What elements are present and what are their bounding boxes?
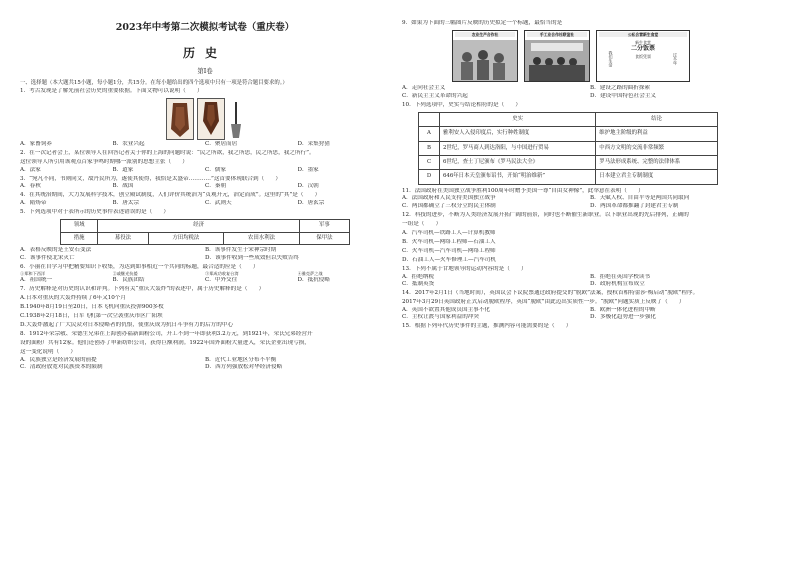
fact-conclusion-table bbox=[418, 112, 718, 184]
option[interactable]: B.1940年8月19日至20日，日本飞机向重庆投弹900多枚 bbox=[20, 303, 164, 310]
question-13: 13．下列不属于甘地领导的运动内容的是（ ） bbox=[402, 266, 527, 273]
question-14-line: 14．2017年2月1日（当地时间），英国议会下议院票通过政府提交的“脱欧”法案，授权首相特蕾莎·梅启动“脱欧”程序。 bbox=[402, 290, 699, 297]
option[interactable]: A．英国不欲置其他成员国主事不化 bbox=[402, 306, 490, 313]
option[interactable]: B．近代工业地区分布不平衡 bbox=[205, 356, 277, 363]
option[interactable]: C．聚居而居 bbox=[205, 140, 238, 147]
row-label: B bbox=[419, 141, 440, 155]
option[interactable]: C．两国都确立了三权分立的民主体制 bbox=[402, 202, 496, 209]
question-2-options bbox=[20, 167, 390, 175]
bone-plough-image bbox=[166, 98, 194, 140]
option[interactable]: B．该事件发生于宋神宗时期 bbox=[205, 247, 277, 253]
table-header: 经济 bbox=[98, 220, 299, 232]
option[interactable]: B．天赋人权、自由平等是两国共同取向 bbox=[590, 195, 690, 202]
stone-tool-image bbox=[228, 100, 244, 140]
question-8-line: 这一变化说明（ ） bbox=[20, 349, 76, 356]
event-item: ①郑和下西洋 bbox=[20, 271, 46, 277]
table-cell: 方田均税法 bbox=[148, 232, 224, 244]
option[interactable]: C．中外交往 bbox=[205, 276, 238, 283]
relic-images bbox=[20, 98, 390, 140]
question-5: 5．下列选项中对于表所示的历史事件表述错误的是（ ） bbox=[20, 208, 169, 215]
question-14-options bbox=[402, 307, 778, 322]
ticket-footer: 食饭凭票 bbox=[635, 53, 651, 59]
option[interactable]: A．汽车司机—铁路工人—计算机教师 bbox=[402, 229, 496, 236]
table-row bbox=[419, 127, 718, 141]
table-cell: 募役法 bbox=[98, 232, 148, 244]
row-label: C bbox=[419, 156, 440, 170]
question-8-line: 设的面粉厂共有12家。他们还创办了申新纺织公司，获得巨额利润。1922年国外面粉大量进入，荣氏企业出现亏损， bbox=[20, 340, 310, 347]
question-2-line: 2．在一次记者会上，某位领导人在回答记者关于你的上海的问题时说：“民之所欲，我之所思，民之所思，我之所行”。 bbox=[20, 150, 315, 157]
option[interactable]: D．建设中国特色社会主义 bbox=[590, 92, 657, 99]
option[interactable]: D.大轰炸激起了广大民众对日本侵略者的仇恨，使重庆成为抗日斗争有力的后方的中心 bbox=[20, 322, 234, 329]
option[interactable]: A．法国政府和人民支持美国独立战争 bbox=[402, 195, 496, 202]
option[interactable]: B．建设之路的曲折探索 bbox=[590, 85, 651, 92]
ticket-side-text: 我们生活 bbox=[608, 51, 614, 68]
question-10: 10．下列选项中，史实与结论相符的是（ ） bbox=[402, 101, 521, 108]
option[interactable]: A．隋炀帝 bbox=[20, 199, 47, 206]
meal-ticket-body bbox=[600, 40, 686, 78]
option[interactable]: B．农业兴起 bbox=[112, 140, 145, 147]
option[interactable]: D．墨家 bbox=[297, 166, 319, 173]
figure-caption: 农业生产合作社 bbox=[455, 32, 515, 37]
question-3-options bbox=[20, 183, 390, 191]
ticket-side-text: 过多年 bbox=[672, 53, 678, 66]
option[interactable]: D．该事件收到一些成效但以失败告终 bbox=[205, 254, 299, 261]
event-item: ②戚继光抗倭 bbox=[112, 271, 138, 277]
ticket-center bbox=[622, 40, 665, 78]
parade-photo-image bbox=[525, 31, 589, 81]
option[interactable]: D．政府机构宣布成立 bbox=[590, 281, 645, 288]
option[interactable]: A．拒绝纳税 bbox=[402, 273, 435, 280]
question-12-line: 12．科技的进步，不断为人类经济发展开拓广阔的前景，同时也不断催生新职业。以下职业出现的先后排列，正确的 bbox=[402, 211, 689, 218]
option[interactable]: A．春秋 bbox=[20, 183, 41, 190]
option[interactable]: B．火车司机—网络工程师—石油工人 bbox=[402, 238, 496, 245]
question-15: 15．根据下列年代历史事件的主题，推测内容可能需要的是（ ） bbox=[402, 323, 572, 330]
option[interactable]: C．主权让渡与国家利益的冲突 bbox=[402, 314, 479, 321]
option[interactable]: D．西方列强放松对华经济侵略 bbox=[205, 364, 283, 371]
figure-caption: 手工业合作社联谊社 bbox=[527, 32, 587, 37]
row-label: A bbox=[419, 127, 440, 141]
option[interactable]: A．法家 bbox=[20, 166, 41, 173]
option[interactable]: C.1938年2月18日，日军飞机第一次空袭重庆市区广阳坝 bbox=[20, 313, 163, 319]
question-13-options bbox=[402, 274, 778, 289]
option[interactable]: D．多极化趋势进一步强化 bbox=[590, 314, 657, 321]
question-3: 3．“宛凡不同，书则同文，故丹民所为，遂使其使得，我恰是太盛帝…………”这首要体现联合到（ ） bbox=[20, 175, 281, 182]
question-12-line: 一组是（ ） bbox=[402, 220, 442, 227]
question-4-options bbox=[20, 200, 390, 208]
reform-table bbox=[60, 219, 350, 245]
option[interactable]: B．战国 bbox=[112, 183, 134, 190]
table-cell: 2世纪，罗马商人到达洛阳，与中国进行贸易 bbox=[440, 141, 596, 155]
table-header bbox=[419, 113, 440, 127]
table-cell: 保甲法 bbox=[299, 232, 349, 244]
option[interactable]: A．民族独立是经济发展的前提 bbox=[20, 356, 97, 363]
option[interactable]: C．儒家 bbox=[205, 166, 227, 173]
event-item: ④雅克萨之战 bbox=[297, 271, 323, 277]
left-column bbox=[20, 18, 390, 372]
table-row bbox=[419, 141, 718, 155]
option[interactable]: D．石油工人—火车修理工—汽车司机 bbox=[402, 257, 496, 264]
meal-ticket-image bbox=[596, 30, 690, 82]
option[interactable]: A．祖国统一 bbox=[20, 276, 53, 283]
option[interactable]: B．拒绝在英国学校读书 bbox=[590, 273, 651, 280]
handicraft-coop-photo bbox=[524, 30, 590, 82]
table-cell: 中西方文明的交流非常频繁 bbox=[596, 141, 718, 155]
table-cell: 6世纪，查士丁尼颁布《罗马民法大全》 bbox=[440, 156, 596, 170]
bone-tool-image bbox=[197, 98, 225, 140]
exam-title: 2023年中考第二次模拟考试卷（重庆卷） bbox=[115, 22, 295, 33]
option[interactable]: A.日本对重庆的大轰炸持续了6年又10个月 bbox=[20, 294, 126, 301]
question-6-options bbox=[20, 277, 390, 285]
option[interactable]: D．抵抗侵略 bbox=[297, 276, 330, 283]
table-row bbox=[419, 170, 718, 184]
option[interactable]: B．唐太宗 bbox=[112, 199, 139, 206]
table-header: 军事 bbox=[299, 220, 349, 232]
table-cell: 措施 bbox=[61, 232, 98, 244]
table-cell: 646年日本天皇颁布诏书，开始“明治维新” bbox=[440, 170, 596, 184]
option[interactable]: C．抵制英货 bbox=[402, 281, 435, 288]
table-header: 史实 bbox=[440, 113, 596, 127]
right-column bbox=[402, 18, 778, 331]
table-header: 领域 bbox=[61, 220, 98, 232]
question-8-line: 8．1912年荣宗敬、荣德生兄弟在上海创办福新面粉公司，开工不到一年即获利3.2万元，到1921年，荣氏兄弟经营开 bbox=[20, 331, 313, 338]
option[interactable]: B．民族团结 bbox=[112, 276, 145, 283]
question-5-options bbox=[20, 247, 390, 262]
option[interactable]: D．汉朝 bbox=[297, 183, 319, 190]
question-1: 1．考古发现是了解先前社会历史的重要依据。下面文物可以说明（ ） bbox=[20, 88, 203, 95]
question-14-line: 2017年3月29日英国政府正式启动脱欧程序，英国“脱欧”由此迈出实质性一步。“脱欧”问题实质上反映了（ ） bbox=[402, 299, 685, 306]
option[interactable]: C．清政府放宽对民族资本的限制 bbox=[20, 364, 103, 371]
option[interactable]: C．该事件使北宋灭亡 bbox=[20, 254, 75, 261]
figure-caption: 公私合营新生食堂 bbox=[599, 32, 687, 37]
farm-coop-photo bbox=[452, 30, 518, 82]
ticket-value: 二分饭票 bbox=[630, 45, 655, 53]
question-6: 6．小丽在自学习中把精要知识下收集，为达到如事相近一个共同的标题，最合适的应是（ ） bbox=[20, 263, 259, 270]
question-1-options bbox=[20, 141, 390, 149]
event-item: ③郑成功收复台湾 bbox=[205, 271, 239, 277]
option[interactable]: D．采集狩猎 bbox=[297, 140, 330, 147]
option[interactable]: D．两国革命都推翻了封建君主专制 bbox=[590, 202, 679, 209]
question-8-options bbox=[20, 357, 390, 372]
section-instructions: 一、选择题（本大题共15小题，每小题1分，共15分。在每小题给出的四个选项中只有一项是符合题目要求的。） bbox=[20, 79, 288, 86]
table-row bbox=[419, 156, 718, 170]
row-label: D bbox=[419, 170, 440, 184]
ticket-title: 新生食堂 bbox=[635, 40, 651, 46]
question-4: 4．在其统治期间，大力发展科学技术，创立殿试制度，人们评价其统治为“贞观开元，治定而成”。这里的“其”是（ ） bbox=[20, 192, 321, 199]
question-9-options bbox=[402, 85, 778, 100]
table-cell: 罗马法形成系统、完整的法律体系 bbox=[596, 156, 718, 170]
question-9-figures bbox=[452, 30, 778, 82]
option[interactable]: A．走向社会主义 bbox=[402, 85, 446, 92]
question-7: 7．历史解释是对历史的认识和评判。下列有关“重庆大轰炸”的表述中，属于历史解释的是（ ） bbox=[20, 285, 265, 292]
question-2-line: 这位领导人所引用该观点百家争鸣时期哪一派别的思想主张（ ） bbox=[20, 159, 188, 166]
crowd-photo-image bbox=[453, 31, 517, 81]
table-cell: 维护地主阶级的利益 bbox=[596, 127, 718, 141]
volume-label: 第Ⅰ卷 bbox=[197, 67, 213, 75]
option[interactable]: B．道家 bbox=[112, 166, 134, 173]
option[interactable]: B．欧洲一体化进程的中断 bbox=[590, 306, 656, 313]
option[interactable]: C．武则天 bbox=[205, 199, 232, 206]
option[interactable]: C．火车司机—汽车司机—网络工程师 bbox=[402, 248, 496, 254]
question-11-options bbox=[402, 195, 778, 210]
table-cell: 农田水利法 bbox=[224, 232, 300, 244]
subject-title: 历史 bbox=[182, 45, 227, 60]
question-11: 11．法国政府在美国独立战争胜利100周年时赠予美国一尊“自由女神像”，此举意在表明（ ） bbox=[402, 187, 644, 194]
option[interactable]: A．表格反映的是王安石变法 bbox=[20, 247, 92, 253]
option[interactable]: C．秦朝 bbox=[205, 183, 227, 190]
option[interactable]: C．新民主主义革命的兴起 bbox=[402, 92, 468, 99]
question-9: 9．如果为下面的三幅图片反映的历史拟定一个标题，最恰当的是 bbox=[402, 19, 563, 26]
table-header: 结论 bbox=[596, 113, 718, 127]
option[interactable]: A．家畜饲养 bbox=[20, 140, 53, 147]
option[interactable]: D．唐玄宗 bbox=[297, 199, 325, 206]
table-cell: 日本建立君主专制制度 bbox=[596, 170, 718, 184]
table-cell: 雅利安人入侵印度后，实行种姓制度 bbox=[440, 127, 596, 141]
